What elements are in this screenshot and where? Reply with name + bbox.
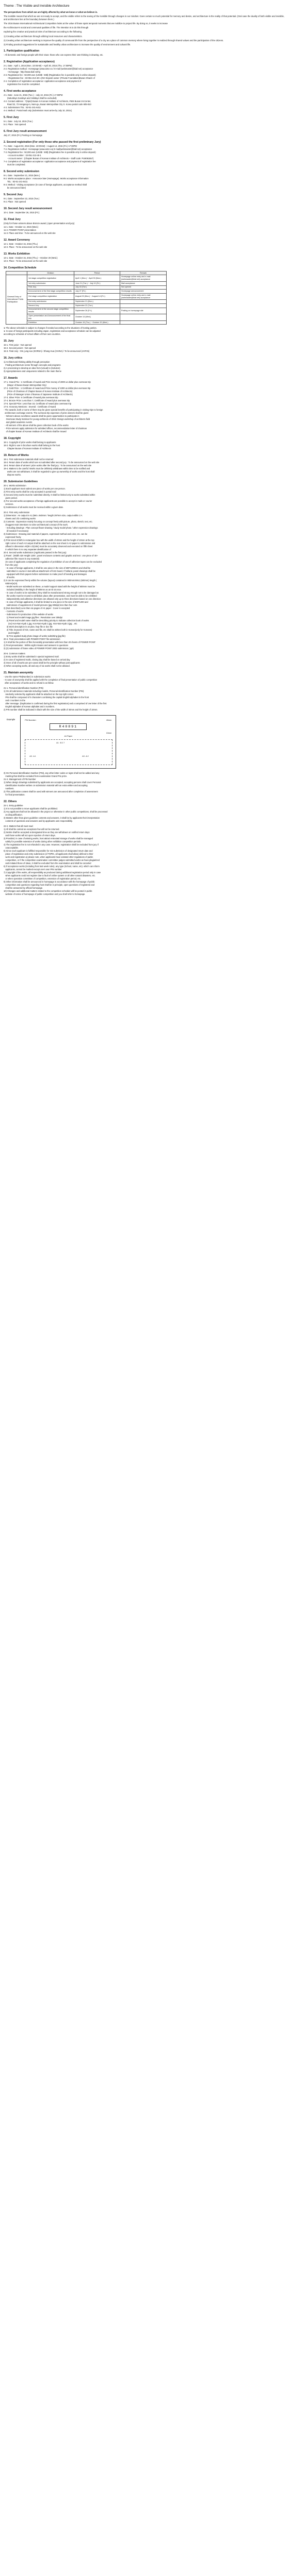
- section-line: and 4 numbers in the: [4, 699, 25, 702]
- sheet-top-label: A1 : B 2 7: [56, 742, 65, 744]
- schedule-col-header: [6, 271, 27, 275]
- section-line: 2-1. Date : April 1, 2016 (Mon. 10:00AM) ~ April 30, 2016 (Thu. 17:00PM): [4, 64, 72, 67]
- section-line: 2) Any applicant shall not be allowed in the project or otherwise in other public competitions, shall be processed: [4, 810, 108, 814]
- section-heading: 5. First Jury: [4, 115, 19, 119]
- document-title: Theme : The Visible and Invisible Architecture: [4, 4, 70, 8]
- intro-paragraph: 2) Creating urban architecture seeking to improve the quality of communal life from the perspective of a city as a place of common memory where living together is realized through shared values and the participation of the citizens.: [4, 39, 224, 42]
- section: [4, 207, 286, 214]
- schedule-cell: April 1 (Mon.) ~ April 30 (Mon.): [74, 275, 120, 282]
- section-line: 2) A processing to develop an idea from (visual) to (Solution): [4, 367, 60, 370]
- section-line: and English: [4, 632, 20, 635]
- section-line: 20-3. Second works submission (Applicants passed in the first jury): [4, 551, 67, 554]
- section-line: 5-1. Date : July 18, 2015 (Tue.): [4, 120, 33, 123]
- table-row: [6, 275, 167, 282]
- schedule-cell: Homepage online entry and e-mail (webmaster@biaf.net) acceptance: [120, 275, 167, 282]
- section-line: and imitated those of ideas, it shall be excluded from the examination and shall be canceled: [4, 862, 91, 865]
- section-line: 7-2. Registration method : Homepage (www.aimz.eu) E-mail(webmaster@biaf.net) acceptance: [4, 147, 92, 150]
- section-heading: 15. Jury: [4, 340, 14, 343]
- section-line: right corner of each A3 output shall be attached on the rear sheet in A3 paper to submission and: [4, 542, 95, 545]
- section-line: 8-2. Works acceptance place : Announce later (Homepage). Works acceptance information: [4, 177, 89, 180]
- section-line: (Mayor of Busan Busan Metropolitan City): [4, 384, 46, 387]
- section: [4, 141, 286, 166]
- section-subheading: (Only for those winners above Bronze award, (open presentation and jury): [4, 222, 75, 225]
- pin-height: 10mm: [106, 732, 112, 735]
- section-line: when applicants could not register due to fault of online system or all other natural disasters, etc.: [4, 874, 95, 877]
- section-line: - Registration fee : 33-051-213-40-1 (NH Deposit owner: (Private Foundation)Busan Shanzi of: [4, 76, 95, 79]
- section-line: - Including drawings : Plan concept flower drawing / study model photo / other expression drawings: [4, 527, 98, 530]
- section-line: safely for possible extension of works during other exhibition competition periods.: [4, 840, 82, 843]
- section-line: 8-1. Date : September 21, 2015 (Mon.): [4, 174, 40, 177]
- section-line: registration fee must be completed.: [4, 82, 40, 86]
- section-line: 11-2. POWER POINT presentation: [4, 228, 36, 231]
- section-line: 3) (2) submission of frame video of POWER POINT 2003 submission (.ppt): [4, 647, 74, 650]
- section-line: after acceptance of works and no refund is as follow.: [4, 682, 54, 685]
- section-line: 5) Submission of all works must be received within a given date.: [4, 506, 64, 509]
- section-line: 1) It is not possible to move applicants shall be prohibited.: [4, 807, 58, 810]
- schedule-cell: Announcement of the first stage competition results: [27, 290, 74, 294]
- schedule-cell: Homepage online entry and e-mail (webmaster@biaf.net) acceptance: [120, 293, 167, 300]
- pin-width: 40mm: [106, 719, 112, 722]
- table-row: [6, 300, 167, 304]
- example-caption: A1 Paper: [64, 735, 72, 738]
- section-line: 2) Contents : Expression mainly focusing on concept freely with picture, photo, sketch, text, etc.: [4, 520, 93, 523]
- section-heading: 13. Works Exhibition: [4, 252, 30, 256]
- section-line: adhesive film mount in any material): [4, 557, 39, 561]
- section-heading: 20. Submission Guidelines: [4, 480, 38, 484]
- schedule-cell: 1st entry submission: [27, 282, 74, 286]
- intro-paragraph: 3) Finding practical suggestions for sustainable and healthy urban architecture to increase the quality of environment and cultural life.: [4, 43, 131, 46]
- section-line: 2) First entry works shall be only accepted in postal mail: [4, 490, 56, 494]
- schedule-cell: 1st stage competition registration: [27, 275, 74, 282]
- section-line: 5) Free applied study photo image of works submitting (jpg file): [4, 635, 66, 638]
- schedule-note: according to schedule of school affairs of their own countries.: [4, 333, 61, 336]
- section-line: 22-1. Entry guideline: [4, 804, 23, 807]
- sheet-left-label: A3 : A 1: [29, 755, 36, 758]
- table-row: [6, 308, 167, 314]
- section-line: dispose works.: [4, 473, 21, 477]
- section-line: shall be answered by official homepage.: [4, 887, 43, 890]
- section-line: 1) Dimension : An output in A1 (594 x 840mm / length 297mm size, output within 2 A: [4, 514, 83, 517]
- schedule-cell: General Entry of International Public Participation: [6, 275, 27, 325]
- section-line: (Prize of Chairman of Chapter Busan of Korean Institute of Architects): [4, 390, 73, 393]
- section-heading: 6. First Jury result announcement: [4, 129, 47, 133]
- section-line: after message. (Duplication is confirmed during the first registration) and a comprised of one letter of the first: [4, 702, 107, 705]
- pin-prefix: PIN Number :: [25, 719, 37, 722]
- section: [4, 60, 286, 86]
- section-line: competition, or if the competition examination committee judges submitted works as have plagiarized: [4, 859, 100, 862]
- schedule-cell: Not opened: [120, 285, 167, 290]
- section-line: Identification Number written on submission material with an extra written and accepting: [4, 784, 88, 787]
- section-line: 2) This publication contest shall be used with winners are announced after completion of assessment: [4, 790, 98, 793]
- section-line: 7-4. Completion of registration acceptance: Application acceptance and payment of registration fee: [4, 160, 96, 163]
- section-line: 3) Submission : Drawing and material of papers, expressed method and color, etc. can be: [4, 533, 88, 536]
- section-line: 18-1. Copyright of prize works shall belong to applicants: [4, 441, 56, 444]
- section-line: work and registration a) please note, when applicants have violated other regulations of public: [4, 856, 93, 859]
- sections-part-1: [4, 49, 286, 263]
- section-line: 18-2. Right to use in brochure works shall belong to the host: [4, 444, 60, 447]
- section-line: applicants, cannot be marked except one's own PIN number: [4, 868, 62, 871]
- schedule-section: [4, 266, 286, 336]
- section-line: - Model works are submitted on these, a model support stand with the height of 600mm must be: [4, 585, 95, 588]
- section: [4, 90, 286, 112]
- section-line: 13-2. Place : To be announced on the web site: [4, 259, 47, 262]
- section-line: 5) Since each applicant is fulfilled responsible for mis-submission of designated return date and: [4, 850, 93, 853]
- section-line: 17-3. Silver Prize: 6 Certificate of Award plus overseas trip: [4, 396, 58, 399]
- section: [4, 357, 286, 373]
- section-line: Chapter Busan of Korean Institute of Architects: [4, 447, 51, 450]
- section: [4, 800, 286, 896]
- section-heading: 2. Second registration (For only those who passed the first preliminary Jury): [4, 140, 101, 144]
- section-line: website of notice of homepage of public competition and you shall refer to homepage.: [4, 893, 86, 896]
- section-line: of works.: [4, 576, 15, 579]
- schedule-cell: 2nd stage competition registration: [27, 293, 74, 300]
- section-line: - Homepage : http://www.biaf.net/rg: [4, 70, 40, 73]
- section: [4, 116, 286, 126]
- section-line: 2) Panel and model name shall be describing priority to indicate collection book of works: [4, 619, 89, 622]
- schedule-note: ※ In case of foreign participants including Japan, registration and acceptance schedule can be adjusted: [4, 330, 101, 333]
- section-line: 2) Works shall be accepted at designated time as they are withdrawn on notified return days: [4, 831, 90, 834]
- section-line: 8-3. Method : Visiting acceptance (in case of foreign applicants, acceptance method shall: [4, 183, 87, 186]
- section-line: 3) Matters other than given guideline contents and answers, it shall be by applicants their interpretation: [4, 817, 100, 820]
- section-line: for final presentation.: [4, 793, 25, 796]
- section-heading: 1. Participation qualification: [4, 49, 40, 53]
- section-line: must be completed.: [4, 163, 26, 166]
- section-line: - In case of anonymity shall be applied with the completion of final presentation of public competition: [4, 679, 98, 682]
- section: [4, 437, 286, 450]
- section-heading: 18. Copyright: [4, 437, 21, 440]
- section-line: 4-1. Date : June 21, 2015 (Tue.) ~ July 10, 2015 (Fri.) 17:00PM: [4, 93, 63, 96]
- section-line: - In case of foreign applicants, it shall be one piece in the size of 600*1200mm and shall be: [4, 567, 91, 570]
- section-line: 4-2. Contact address : 7(zipid) Busan in Korean Institute of Architects, #504 Busan Int.Center,: [4, 99, 91, 103]
- section-line: and global academic events: [4, 421, 33, 424]
- table-row: [6, 293, 167, 300]
- table-row: [6, 282, 167, 286]
- section-line: 17-1. Grand Prix : 1 Certificate of Award and Prize money of 2000 us dollar plus overseas trip: [4, 381, 91, 384]
- intro-block: [4, 11, 286, 46]
- section-line: 9-2. Place : Not opened: [4, 200, 26, 203]
- sections-part-3: [4, 772, 286, 896]
- section-line: independently and adhesive directions are allowed only up to three directions based on one direction: [4, 598, 101, 601]
- section-line: submitted in course in last without attachment of form board. If holland, panel drawings shall be: [4, 570, 95, 573]
- section-line: English alphabet of Korean alphabet and 4 numbers.: [4, 705, 55, 708]
- section: [4, 377, 286, 433]
- schedule-col-header: Remark: [120, 271, 167, 275]
- section-line: 6) If acceptance works (including from last week rules), any type (School, name, etc). which can inform: [4, 865, 100, 868]
- section-line: 19-4. Matters to be careful: Works must be definitely withdrawn within time to be notified and: [4, 467, 90, 470]
- intro-paragraph: The 2016 Busan International Architectural Competition looks at the value of those spots temporal moments that we mobilize to project life. By doing so, it seeks to increase: [4, 22, 168, 25]
- section-line: TEL : 82-51-241-6411: [4, 180, 28, 183]
- section-heading: 16. Jury critics: [4, 357, 23, 360]
- section-line: 4-3. Submissions TEL : 82-51-241-6411: [4, 106, 41, 109]
- schedule-cell: Homepage announcement: [120, 290, 167, 294]
- intro-paragraph: The perspectives from which we are highly affected by what we know or what we believe in.: [4, 11, 98, 13]
- section-line: 20-1. Works submission: [4, 484, 26, 487]
- section-line: 19-3. Return date of winners' prize works after the final jury : To be announced on the web site: [4, 464, 92, 467]
- section-line: sheets and 2/2 combining works: [4, 517, 36, 520]
- schedule-cell: September 22 (Tue.): [74, 304, 120, 308]
- schedule-cell: Announcement of the second stage competition results: [27, 308, 74, 314]
- section-line: 3) (Not described) Less than six pages of A4 paper : Cover is excepted: [4, 607, 70, 610]
- intro-paragraph: the Architecture's social and communal qualities of life. The intention is to do this through: [4, 26, 89, 29]
- section: [4, 480, 286, 668]
- intro-paragraph: exploring the creative and practical roles of architecture according to the following.: [4, 30, 83, 33]
- section-line: 3) Second entry works must be submitted directly. It shall be limited only to works submitted within: [4, 494, 95, 497]
- section-line: 3) Ones of all of works are pre-cases shall be the principle without joint applicants: [4, 662, 80, 665]
- section-line: numbers.: [4, 787, 14, 790]
- section-line: 15-1. First junior : Not opened: [4, 344, 32, 347]
- schedule-cell: 2nd entry submission: [27, 300, 74, 304]
- section-line: - The awards, both or some of them may be given special benefits of participating in visiting trips to foreign: [4, 409, 103, 412]
- section-line: 7-3. Registration fee : 50,000 won (USD$ : 50$) (Registration fee is possible only in online deposit): [4, 150, 96, 154]
- section: [4, 49, 286, 57]
- section-line: 4) When accepting works, all and any of six works shall not be allowed.: [4, 665, 70, 668]
- section-heading: 19. Return of Works: [4, 454, 29, 457]
- table-row: [6, 290, 167, 294]
- schedule-cell: July 27 (Fri.): [74, 290, 120, 294]
- section-line: 12-1. Date : October 15, 2015 (Thu.): [4, 242, 38, 245]
- schedule-cell: October 14 (Wed.): [74, 314, 120, 321]
- section-line: as disqualification.: [4, 814, 23, 817]
- section-line: submission of supplement of model pictures (jpg 300dpi) less than four cuts: [4, 604, 77, 607]
- section-line: 9) Other information shall be announced in homepage in accordance with the homepage of public: [4, 880, 95, 884]
- section-line: - Submission for production of the website of works: [4, 613, 54, 616]
- section-line: - Account number : 33-051-213-40-1: [4, 154, 41, 157]
- section-line: 11-3. Place and time : To be announced on the web site: [4, 231, 56, 234]
- section-heading: 4. First works acceptance: [4, 89, 37, 93]
- section-line: given period.: [4, 497, 18, 500]
- section-line: Finding architecture vector through concepts and programs: [4, 364, 61, 367]
- section-heading: 2. Registration (Application acceptance): [4, 60, 55, 63]
- schedule-cell: Open presentation and Announcement of the final jury: [27, 314, 74, 321]
- section-heading: 8. Second entry submission: [4, 170, 39, 173]
- schedule-heading: 14. Competition Schedule: [4, 266, 37, 269]
- section-line: 2-3. Registration fee : 50,000 won (USD$ : 50$) (Registration fee is possible only in online deposit): [4, 73, 96, 76]
- section-line: works are not withdrawn, it shall be regarded to give up ownership of works and the host shall: [4, 470, 95, 473]
- section-line: 1) Panel : (Width 420 Height 1200 ; panel enclosure contents and graphic and text : one piece of 40+: [4, 554, 98, 557]
- section-line: 3) Work description in an plan, hwp file or doc file: [4, 625, 53, 629]
- section-line: equipped with thick papers before submission to make proof of bending and damages: [4, 573, 87, 576]
- section: [4, 170, 286, 190]
- section-heading: 17. Awards: [4, 377, 18, 380]
- competition-document: [4, 4, 286, 896]
- section-line: 4) The registration fee is not refunded in any case. However, registration shall be excluded from jury if: [4, 843, 99, 846]
- schedule-cell: August 03 (Mon.) ~ August 14 (Fri.): [74, 293, 120, 300]
- section-line: 17-5. Special Prize: Less than 18, Certificate of Award plus overseas trip: [4, 402, 71, 405]
- intro-paragraph: 1) Creating urban architecture through utilizing local resources and characteristics.: [4, 35, 83, 38]
- schedule-col-header: Period: [74, 271, 120, 275]
- section-line: 13-1. Date : October 15, 2015 (Thu.) ~ October 20 (Wed.): [4, 256, 58, 259]
- section-line: affixed in dimension A0(W x D(18m) must be accurately observed and executed on fifth sheet: [4, 545, 93, 548]
- schedule-cell: [120, 320, 167, 325]
- section-heading: 9. Second Jury: [4, 193, 23, 196]
- section-line: (Suggest main intentions to solve architectural concept of the work.: [4, 523, 68, 527]
- schedule-note: ※ The above schedule is subject to changes if needed according to the situations of hosting parties.: [4, 327, 97, 330]
- section-line: - Contents of works: [4, 610, 24, 613]
- section-line: 1) Panel and model image jpg files : Resolution over 300dpi: [4, 616, 62, 619]
- table-row: [6, 314, 167, 321]
- section-line: (Prize of Manager Union of Bureau of Japanese Institute of Architects): [4, 393, 73, 396]
- section-line: - In case of foreign applicants, it shall be limited to one piece in the size of 600*1200 and: [4, 601, 88, 604]
- section-line: 4) Print sized 2/3Wh is rectangular box with the width of 40mm and the height of 10mm at the top: [4, 539, 94, 542]
- schedule-cell: [120, 300, 167, 304]
- section-heading: 10. Second Jury result announcement: [4, 207, 52, 210]
- section-line: (ex) Hon-Nan-Kyak 1.jpg, Hon-Nan-Kyak 2.jpg, Hon-Nan-Kyak 3.jpg... etc: [4, 622, 77, 625]
- section-line: Road 22, 72 Hangang-ro, Nam-gu, Busan Metropolitan City S. Korea postal code 605-810: [4, 103, 91, 106]
- section-line: from the jury): [4, 564, 18, 567]
- section-line: 1) Each applicant must submit one piece of works per one person.: [4, 487, 66, 490]
- schedule-cell: Second Jury: [27, 304, 74, 308]
- section-line: July 27, 2015 (Fri.) Posting on homepage: [4, 133, 43, 137]
- section-line: PIN shall be composed of 5 characters combining the capital English alphabet in the front: [4, 696, 89, 699]
- section-line: 1) Entry works shall be submitted in special registered mail.: [4, 655, 59, 658]
- section-line: - Use the same PIN(Number) in submission works: [4, 675, 51, 679]
- section-line: 2-4. Completion of registration acceptance: Application acceptance and payment of: [4, 79, 82, 82]
- schedule-col-header: Division: [27, 271, 74, 275]
- section-heading: 21. Maintain anonymity: [4, 671, 34, 675]
- section-line: (Saturdays Sundays and Holidays shall be excluded): [4, 96, 57, 99]
- example-label: Example: [7, 718, 15, 721]
- section-line: 21-2. Management of PIN Number: [4, 778, 36, 781]
- section-heading: 12. Award Ceremony: [4, 238, 30, 242]
- section: [4, 252, 286, 263]
- section-line: - All winners of the above shall be given collection book of the works: [4, 424, 69, 427]
- schedule-cell: September 21 (Mon.): [74, 300, 120, 304]
- section-line: 2) It can be expressed freely within the volume (layout) contained in 900mmXWx1 (600mm) length (: [4, 579, 97, 582]
- section-line: in which there is no any separate identification of: [4, 548, 51, 551]
- section-line: contents of questions and answers and by applicants own responsibility.: [4, 820, 73, 823]
- schedule-cell: September 26 (Fri.): [74, 308, 120, 314]
- section-line: 1) All shall be carried as exceptions few will not be returned.: [4, 828, 60, 831]
- section-line: - In case of works to be submitted, they shall be manufactured strong enough not to be damaged as: [4, 591, 99, 595]
- section: [4, 218, 286, 235]
- section-line: included (Mobility in the height of 900mm as an ID at once.: [4, 588, 62, 591]
- section-line: 5-2. Place : Not opened: [4, 123, 26, 126]
- section-line: services.: [4, 503, 14, 506]
- section-line: 20-2. First entry submission: [4, 511, 30, 514]
- section-line: 1) When design drawings submitted by applicants are accepted, accepting persons shall cover Personal: [4, 781, 101, 784]
- schedule-cell: First Jury: [27, 285, 74, 290]
- sections-part-2: [4, 340, 286, 711]
- section-line: 15-2. Second juniors : Not opened: [4, 347, 36, 350]
- section-line: 12-2. Place : To be announced on the web site: [4, 245, 47, 248]
- sheet-right-label: A3 : A 2: [82, 755, 89, 758]
- section-line: 9-1. Date : September 22, 2015 (Tue.): [4, 197, 40, 200]
- schedule-cell: Mail acceptance: [120, 282, 167, 286]
- section-line: of chapter Busan of Korean Institute of Architects shall be issued: [4, 430, 67, 433]
- section-line: 15-3. Final Jury : Ont, jung-soo (KOREA) / Zhang Hua (CHINA) / To be announced (JAPAN): [4, 350, 90, 353]
- pin-value: R40891: [50, 723, 87, 730]
- sheet-layout: [25, 739, 112, 765]
- section-line: 20-4. Final presentation with POWER POINT file submission: [4, 638, 60, 641]
- schedule-cell: [120, 304, 167, 308]
- schedule-table: [6, 271, 167, 325]
- section-line: 2-2. Registration method : Homepage (www.aimz.eu / E-mail (webmaster@biaf.net) acceptance: [4, 67, 93, 70]
- section-line: 4) For second works acceptance of foreign applicants are possible to accept in mails or courier: [4, 500, 92, 503]
- schedule-cell: October 15 (Thu.) ~ October 20 (Wed.): [74, 320, 120, 325]
- table-row: [6, 320, 167, 325]
- section-line: - Prize winners apply admission for admitted offices, recommendation letter of chairman: [4, 427, 87, 430]
- section: [4, 239, 286, 249]
- section-line: 4-4. Method : Postal mail only (Submission must arrive by July 10, 2015.): [4, 109, 72, 112]
- section: [4, 193, 286, 204]
- section-line: 19-2. Return date of works which are not admitted after second jury : To be announced on the web site: [4, 461, 100, 464]
- section-line: and those works will act upon rejection of return days.: [4, 834, 56, 837]
- section-heading: 11. Final Jury: [4, 217, 21, 221]
- section-line: 1) It shall be the portion of files honorably presentation with less than 20 sheets of POWER POINT: [4, 641, 96, 644]
- section-line: 20-5. Common matters: [4, 652, 25, 655]
- section-line: place of registration and entry submission (of TOPIK, all applicants shall allow) defined to their: [4, 853, 93, 856]
- section-line: marking that shall be excluded from examination Grand Prix prize.: [4, 775, 68, 778]
- section-heading: 22. Others: [4, 800, 17, 804]
- section-line: 19-1. First submission materials shall not be returned: [4, 458, 54, 461]
- section-line: - All domestic and foreign people with their visas: those who can express their own thinking in drawing, etc.: [4, 53, 104, 56]
- section-line: 2) Final presentation : Within eight minutes and answers to questions: [4, 644, 69, 647]
- section-line: Overseas Study Seminar for young architects of 2015: Design workshop of architects field: [4, 418, 90, 421]
- table-row: [6, 285, 167, 290]
- section-line: or when operation committee of competition, extension of registration period, etc.: [4, 877, 81, 880]
- section-line: 1) On all submission materials including models, Personal Identification Number (PIN): [4, 690, 84, 693]
- section-line: 17-4. Bronze Prize: Less than 7, Certificate of Award plus overseas trip: [4, 399, 70, 402]
- section-line: 3) On Personal Identification Number (PIN), any other letter codes or signs shall not be added and any: [4, 772, 100, 775]
- schedule-cell: June 21 (Tue.) ~ July 10 (Fri.): [74, 282, 120, 286]
- section-line: unacceptable.: [4, 846, 19, 850]
- section-line: - Winners above excellence awards shall be given opportunities to participate in: [4, 415, 79, 418]
- section-line: 7) Copyright of the works, all responsibility as produced during additional registration period only in case: [4, 871, 101, 874]
- schedule-cell: July 18 (Tue.): [74, 285, 120, 290]
- section-line: 11-1. Date : October 14, 2015 (Wed.): [4, 225, 39, 228]
- section: [4, 130, 286, 137]
- section-line: 22-2. Matters that all must read: [4, 825, 33, 828]
- section: [4, 772, 286, 796]
- pin-example: [7, 715, 286, 769]
- section-line: - Account owner : (Chapter Busan of Korean Institute of Architects + Staff code: PU9091557): [4, 157, 94, 160]
- schedule-notes: [4, 327, 286, 336]
- section-line: 7-1. Date : August 03, 2015 (Mon. 10:00AM) ~ August 14, 2015 (Fri.) 17:00PM: [4, 144, 77, 147]
- section-line: be announced later): [4, 186, 26, 189]
- section-line: (In case of applicants completing the regulation of prohibition of use of adhesive tapes can be excluded: [4, 561, 102, 564]
- table-row: [6, 304, 167, 308]
- section-line: 600mm)x(H).: [4, 582, 18, 585]
- section-line: randomly selected by applicants shall be attached on the top right corner.: [4, 693, 74, 696]
- section-line: 17-6. Honorary Mentions : Several : Certificate of Award: [4, 405, 56, 409]
- section-line: 3) Appropriateness and uniqueness related to the main theme: [4, 370, 61, 373]
- intro-paragraph: The invisible means that which we are not ready to accept, and the visible refers to the seeing of the invisible through changes in our mindset. Goes certain so much potential for memory and desire, and architecture is the reality of that potential. (Oral case the duality of both visible and invisible, and architecture lies at the boundary between them.): [4, 15, 284, 21]
- section-line: (if needed if necessary): [4, 530, 29, 533]
- section: [4, 340, 286, 353]
- section-line: expressed freely.: [4, 536, 22, 539]
- schedule-cell: [120, 314, 167, 321]
- example-box: [20, 715, 116, 769]
- section-line: 21-1. Personal identification Number (PIN): [4, 687, 43, 690]
- section-line: 2) In case of registered mails, closing day shall be based on arrival day: [4, 658, 70, 662]
- schedule-cell: Posting on homepage site: [120, 308, 167, 314]
- section-line: 3) Provided, in case of winning works, host attract entrusted storage of works shall be managed: [4, 837, 93, 840]
- section-line: 2) PIN number shall be indicated in black with the size of the width of 40mm and the height of 10mm.: [4, 708, 98, 711]
- section-line: competition and questions regarding host shall be in principle, open questions of registered and: [4, 884, 95, 887]
- section-line: 10-1. Date : September 26, 2015 (Fri.): [4, 211, 40, 214]
- section-line: 1) Architectural thinking ability through perception: [4, 361, 50, 364]
- section: [4, 454, 286, 477]
- section-line: 10) Changes and additional matters related to the competition schedule will be posted in public: [4, 890, 92, 893]
- section-line: 17-2. Gold Prize : 1 Certificate of Award and Prize money of 1000 us dollar plus overseas trip: [4, 387, 91, 390]
- section-line: the works must be moved to exhibition place after presentation, and must be able to be exhibited: [4, 595, 97, 598]
- schedule-cell: Exhibition: [27, 320, 74, 325]
- section-line: architecture exchange events. The overseas trip expenses of prize winners shall be given:: [4, 412, 89, 415]
- section: [4, 671, 286, 711]
- section-line: 4) Title, keyword of ICE, name and file, etc shall be written both in Korean(only for Koreans): [4, 629, 92, 632]
